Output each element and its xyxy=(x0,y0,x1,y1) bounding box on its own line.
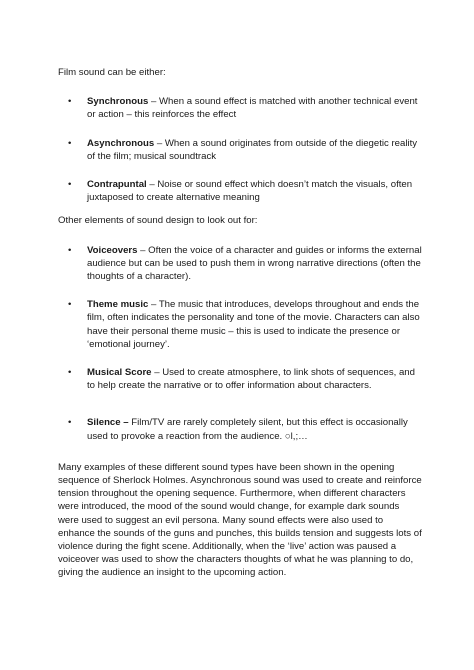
term-contrapuntal: Contrapuntal xyxy=(87,179,147,191)
other-elements-list xyxy=(58,244,422,443)
definition-text: – When a sound effect is matched with another technical event or action – this reinforces the effect xyxy=(87,96,418,121)
bullet-icon: • xyxy=(68,417,72,429)
term-theme-music: Theme music xyxy=(87,299,149,311)
bullet-icon: • xyxy=(68,179,72,191)
list-item xyxy=(58,95,422,121)
sound-types-list xyxy=(58,95,422,204)
term-synchronous: Synchronous xyxy=(87,96,149,108)
definition-text: – When a sound originates from outside of the diegetic reality of the film; musical soundtrack xyxy=(87,137,418,162)
other-elements-intro: Other elements of sound design to look out for: xyxy=(58,215,258,227)
list-item xyxy=(58,416,422,442)
list-item xyxy=(58,244,422,284)
definition-text: – Often the voice of a character and guides or informs the external audience but can be used to push them in wrong narrative directions (often the thoughts of a character). xyxy=(87,244,422,283)
bullet-icon: • xyxy=(68,299,72,311)
term-musical-score: Musical Score xyxy=(87,367,152,379)
list-item xyxy=(58,366,422,392)
document-body xyxy=(58,66,422,580)
list-item xyxy=(58,137,422,163)
bullet-icon: • xyxy=(68,367,72,379)
sound-types-intro: Film sound can be either: xyxy=(58,67,166,78)
bullet-icon: • xyxy=(68,96,72,108)
definition-text: Film/TV are rarely completely silent, but this effect is occasionally used to provoke a reaction from the audience. ○l,;… xyxy=(87,417,408,442)
closing-paragraph: Many examples of these different sound types have been shown in the opening sequence of Sherlock Holmes. Asynchronous sound was used to create and reinforce tension throughout the opening sequence. Furthermore, when different characters were introduced, the mood of the sound would change, for example dark sounds were used to suggest an evil persona. Many sound effects were also used to enhance the sounds of the guns and punches, this builds tension and suggests lots of violence during the fight scene. Additionally, when the ‘live’ action was paused a voiceover was used to show the characters thoughts of what he was planning to do, giving the audience an insight to the upcoming action. xyxy=(58,461,422,579)
list-item xyxy=(58,178,422,204)
term-voiceovers: Voiceovers xyxy=(87,244,138,256)
definition-text: – Noise or sound effect which doesn’t match the visuals, often juxtaposed to create alternative meaning xyxy=(87,179,413,204)
definition-text: – Used to create atmosphere, to link shots of sequences, and to help create the narrative or to offer information about characters. xyxy=(87,367,415,392)
definition-text: – The music that introduces, develops throughout and ends the film, often indicates the personality and tone of the movie. Characters can also have their personal theme music – this is used to indicate the presence or ‘emotional journey’. xyxy=(87,299,420,350)
term-asynchronous: Asynchronous xyxy=(87,137,155,149)
term-silence: Silence – xyxy=(87,417,129,429)
list-item xyxy=(58,298,422,351)
bullet-icon: • xyxy=(68,137,72,149)
bullet-icon: • xyxy=(68,244,72,256)
